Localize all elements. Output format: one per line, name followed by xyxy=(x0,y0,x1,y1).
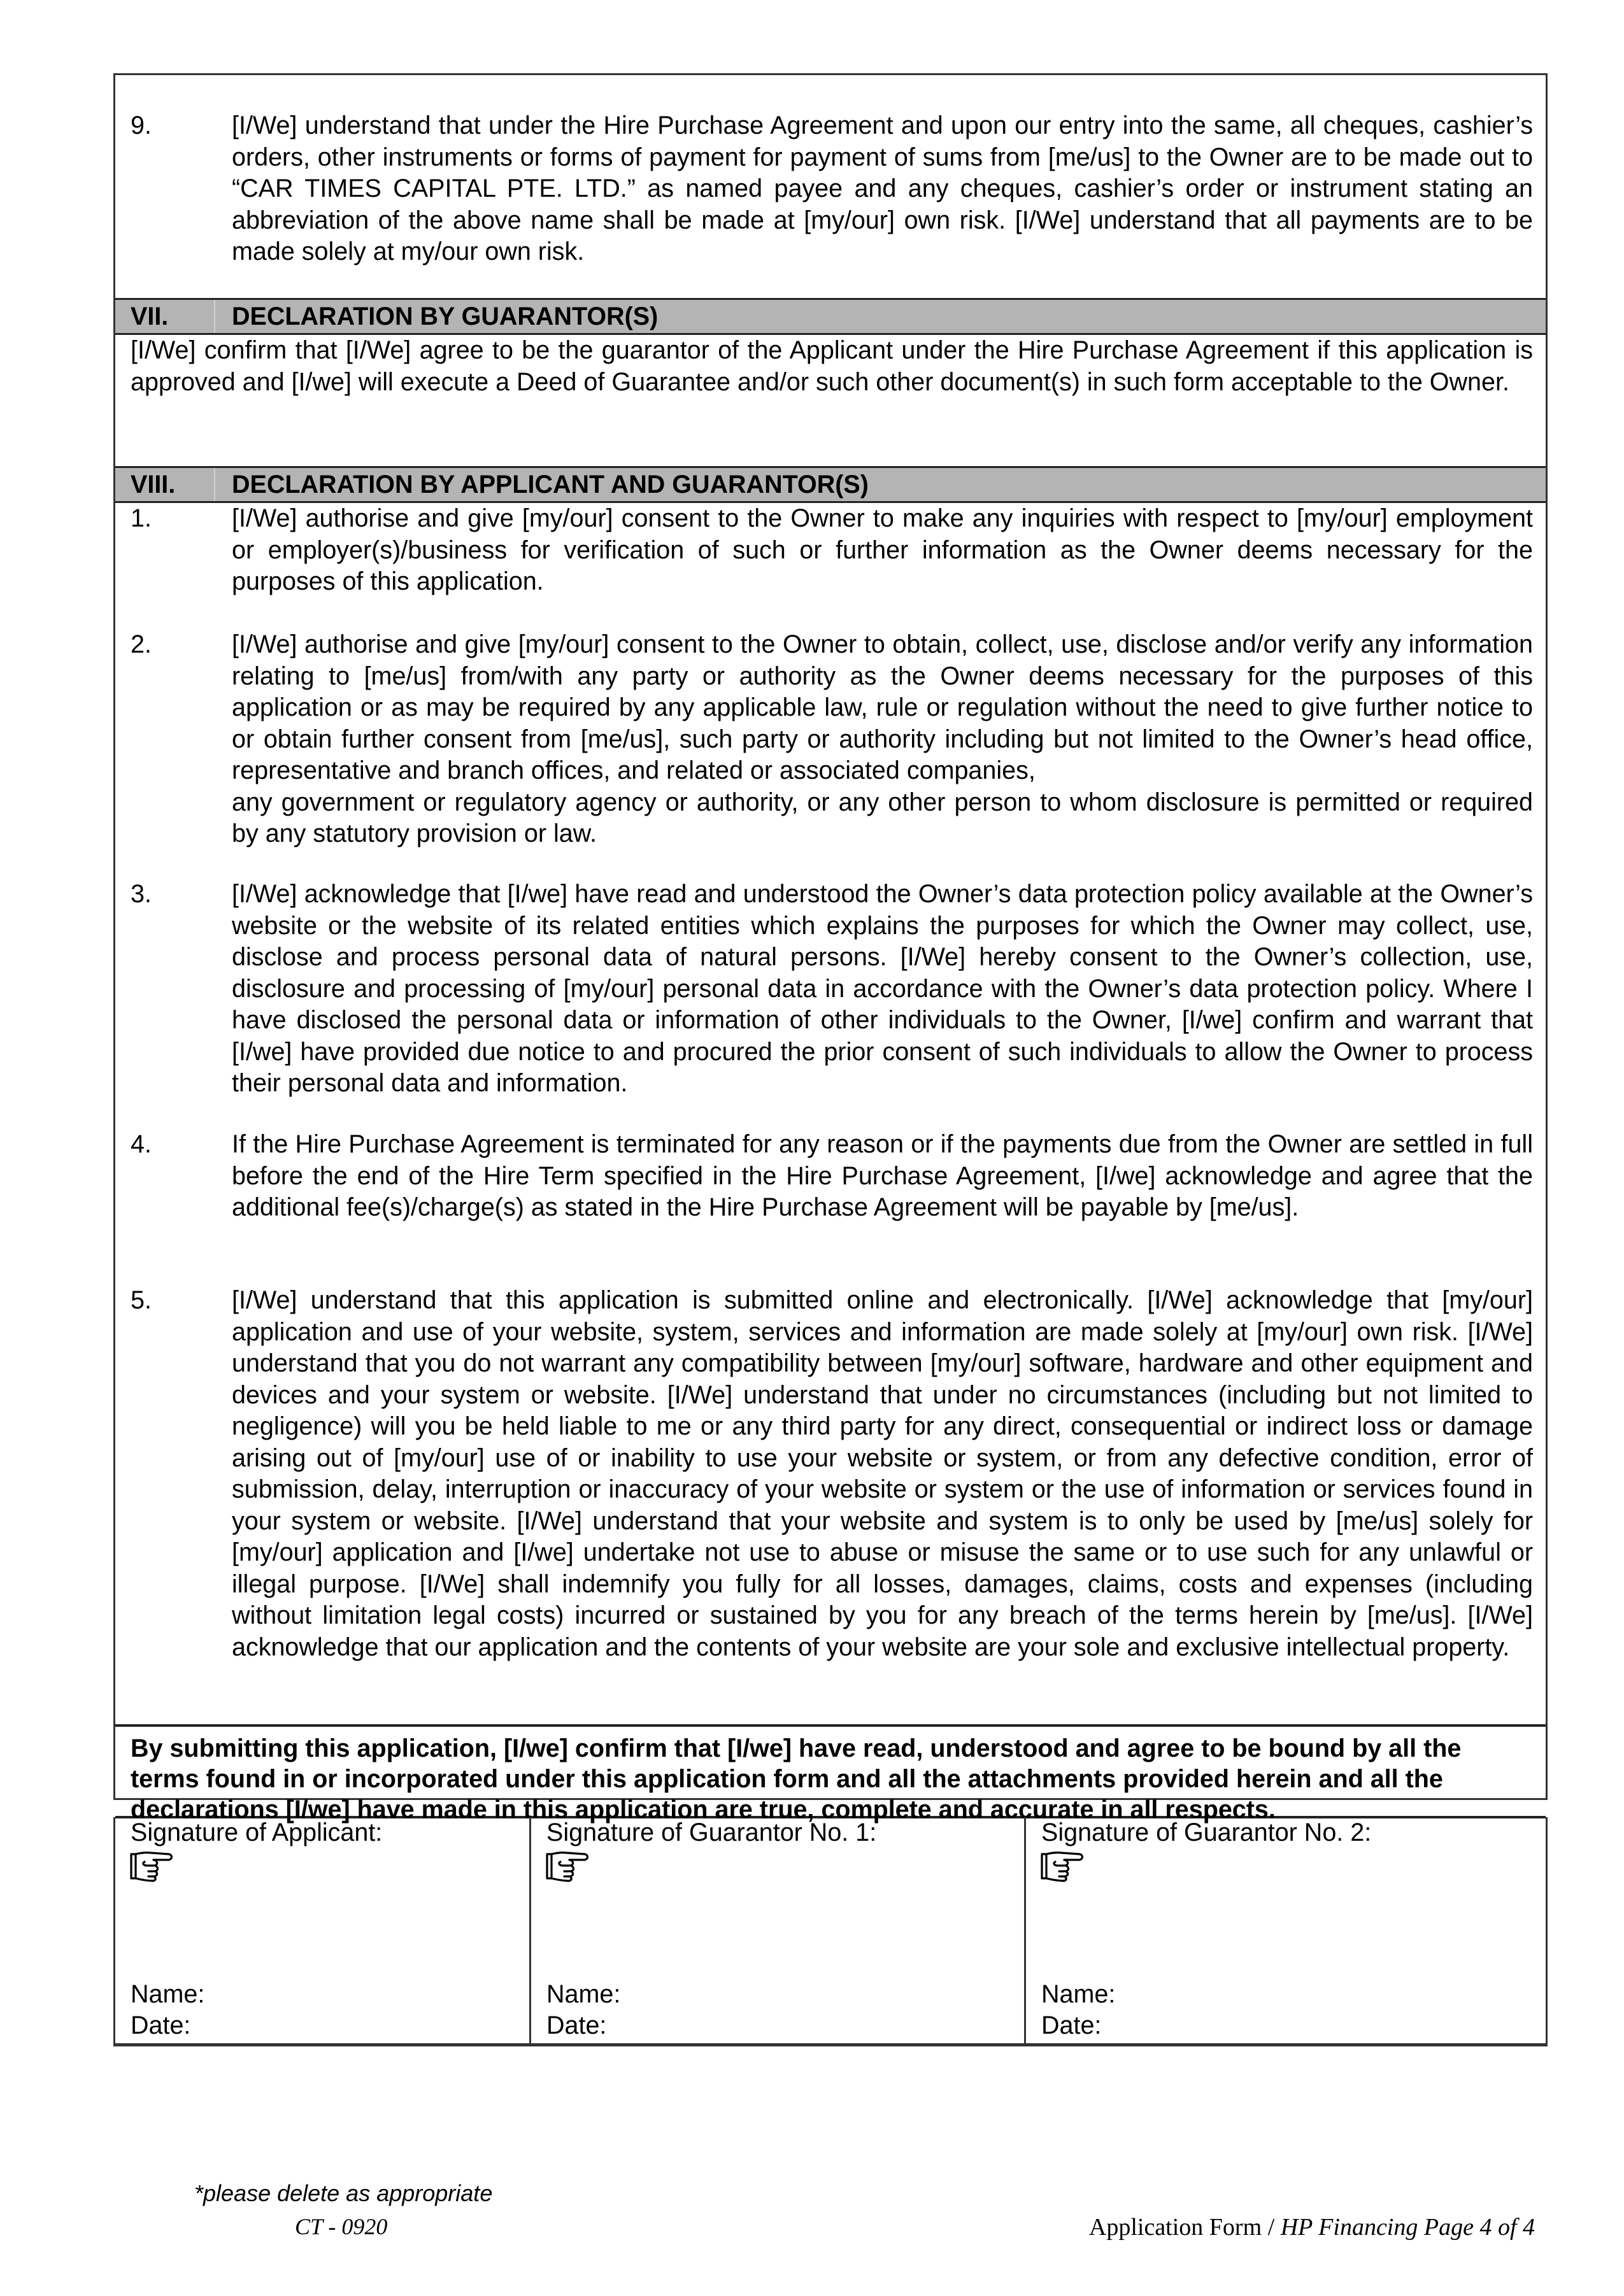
pointing-hand-icon xyxy=(1039,1850,1085,1883)
declarations-frame xyxy=(113,73,1548,1824)
item-text: [I/We] authorise and give [my/our] consent to the Owner to make any inquiries with respect to [my/our] employment or employer(s)/business for verification of such or further information as the Owner deems necessary for the purposes of this application. xyxy=(232,504,1533,595)
item-number: 3. xyxy=(131,880,152,908)
item-text-block xyxy=(232,629,1533,850)
item-number: 1. xyxy=(131,504,152,532)
name-label: Name: xyxy=(546,1980,621,2008)
section-title: DECLARATION BY APPLICANT AND GUARANTOR(S) xyxy=(232,471,869,499)
pointing-hand-icon xyxy=(544,1850,590,1883)
header-divider xyxy=(214,300,215,333)
date-label: Date: xyxy=(546,2011,607,2039)
name-label: Name: xyxy=(131,1980,205,2008)
section-number: VIII. xyxy=(131,471,176,499)
form-name: Application Form / xyxy=(1088,2214,1275,2241)
item-text-continued: any government or regulatory agency or authority, or any other person to whom disclosure is permitted or required by any statutory provision or law. xyxy=(232,788,1533,847)
pointing-hand-icon xyxy=(128,1850,174,1883)
signature-cell-guarantor-1[interactable] xyxy=(529,1817,1024,2043)
date-label: Date: xyxy=(1041,2011,1102,2039)
submission-confirmation: By submitting this application, [I/we] confirm that [I/we] have read, understood and agree to be bound by all the terms found in or incorporated under this application form and all the attachments provided herein and all the declarations [I/we] have made in this application are true, complete and accurate in all respects. xyxy=(115,1724,1546,1818)
signature-label: Signature of Guarantor No. 2: xyxy=(1041,1818,1372,1846)
signature-table xyxy=(113,1817,1548,2046)
signature-cell-applicant[interactable] xyxy=(115,1817,529,2043)
signature-label: Signature of Applicant: xyxy=(131,1818,383,1846)
header-divider xyxy=(214,468,215,501)
item-number: 4. xyxy=(131,1130,152,1158)
form-code: CT - 0920 xyxy=(295,2214,388,2239)
guarantor-declaration-text: [I/We] confirm that [I/We] agree to be the guarantor of the Applicant under the Hire Purchase Agreement if this application is approved and [I/we] will execute a Deed of Guarantee and/or such other document(s) in such form acceptable to the Owner. xyxy=(131,336,1533,396)
item-text: [I/We] acknowledge that [I/we] have read and understood the Owner’s data protection policy available at the Owner’s website or the website of its related entities which explains the purposes for which the Owner may collect, use, disclose and process personal data of natural persons. [I/We] hereby consent to the Owner’s collection, use, disclosure and processing of [my/our] personal data in accordance with the Owner’s data protection policy. Where I have disclosed the personal data or information of other individuals to the Owner, [I/we] confirm and warrant that [I/we] have provided due notice to and procured the prior consent of such individuals to allow the Owner to process their personal data and information. xyxy=(232,880,1533,1097)
footer-note: *please delete as appropriate xyxy=(194,2180,493,2206)
item-text: [I/We] understand that this application is submitted online and electronically. [I/We] acknowledge that [my/our] application and use of your website, system, services and information are made solely at [my/our] own risk. [I/We] understand that you do not warrant any compatibility between [my/our] software, hardware and other equipment and devices and your system or website. [I/We] understand that under no circumstances (including but not limited to negligence) will you be held liable to me or any third party for any direct, consequential or indirect loss or damage arising out of [my/our] use of or inability to use your website or system, or from any defective condition, error of submission, delay, interruption or inaccuracy of your website or system or the use of information or services found in your system or website. [I/We] understand that your website and system is to only be used by [me/us] solely for [my/our] application and [I/we] undertake not use to abuse or misuse the same or to use such for any unlawful or illegal purpose. [I/We] shall indemnify you fully for all losses, damages, claims, costs and expenses (including without limitation legal costs) incurred or sustained by you for any breach of the terms herein by [me/us]. [I/We] acknowledge that our application and the contents of your website are your sole and exclusive intellectual property. xyxy=(232,1286,1533,1661)
item-number: 5. xyxy=(131,1286,152,1314)
item-text: [I/We] authorise and give [my/our] consent to the Owner to obtain, collect, use, disclose and/or verify any information relating to [me/us] from/with any party or authority as the Owner deems necessary for the purposes of this application or as may be required by any applicable law, rule or regulation without the need to give further notice to or obtain further consent from [me/us], such party or authority including but not limited to the Owner’s head office, representative and branch offices, and related or associated companies, xyxy=(232,630,1533,784)
section-vii-header xyxy=(115,298,1546,335)
section-title: DECLARATION BY GUARANTOR(S) xyxy=(232,302,659,330)
section-number: VII. xyxy=(131,302,169,330)
signature-cell-guarantor-2[interactable] xyxy=(1024,1817,1546,2043)
clause-text: [I/We] understand that under the Hire Purchase Agreement and upon our entry into the same, all cheques, cashier’s orders, other instruments or forms of payment for payment of sums from [me/us] to the Owner are to be made out to “CAR TIMES CAPITAL PTE. LTD.” as named payee and any cheques, cashier’s order or instrument stating an abbreviation of the above name shall be made at [my/our] own risk. [I/We] understand that all payments are to be made solely at my/our own risk. xyxy=(232,111,1533,266)
name-label: Name: xyxy=(1041,1980,1116,2008)
clause-number: 9. xyxy=(131,111,152,139)
item-text: If the Hire Purchase Agreement is terminated for any reason or if the payments due from the Owner are settled in full before the end of the Hire Term specified in the Hire Purchase Agreement, [I/we] acknowledge and agree that the additional fee(s)/charge(s) as stated in the Hire Purchase Agreement will be payable by [me/us]. xyxy=(232,1130,1533,1221)
item-number: 2. xyxy=(131,630,152,658)
section-viii-header xyxy=(115,466,1546,503)
page-footer xyxy=(1089,2213,1535,2241)
signature-label: Signature of Guarantor No. 1: xyxy=(546,1818,877,1846)
page-number: HP Financing Page 4 of 4 xyxy=(1280,2214,1535,2241)
date-label: Date: xyxy=(131,2011,191,2039)
